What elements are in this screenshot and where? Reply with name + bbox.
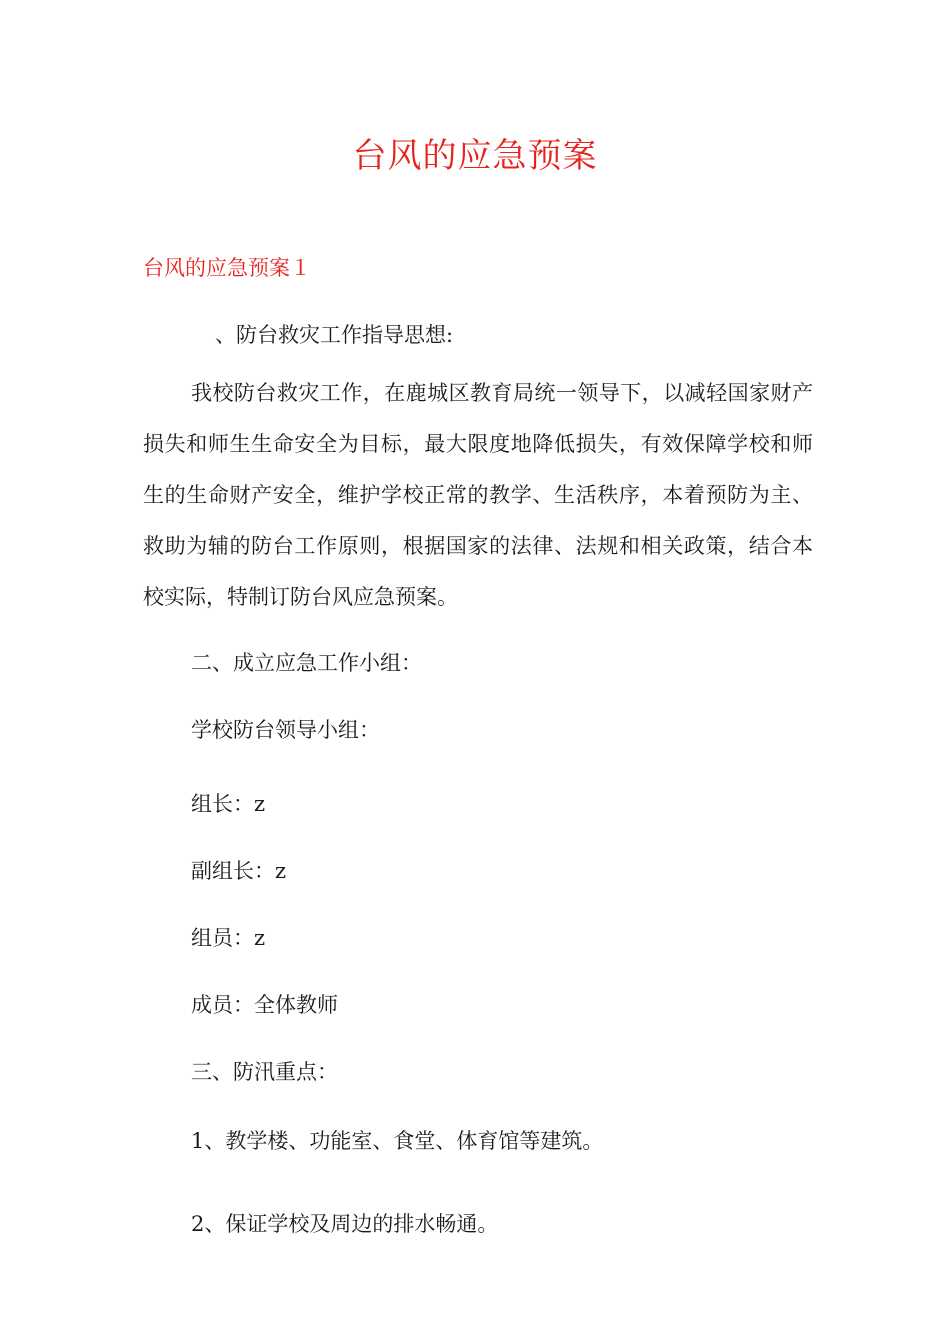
document-title: 台风的应急预案 bbox=[352, 136, 598, 176]
priority-item-1: 1、教学楼、功能室、食堂、体育馆等建筑。 bbox=[191, 1129, 604, 1153]
emergency-group-heading: 二、成立应急工作小组： bbox=[191, 651, 422, 675]
group-members-line: 组员：z bbox=[191, 926, 266, 950]
priority-item-2: 2、保证学校及周边的排水畅通。 bbox=[191, 1212, 499, 1236]
all-members-line: 成员：全体教师 bbox=[191, 993, 338, 1017]
leadership-group-label: 学校防台领导小组： bbox=[191, 718, 380, 742]
section-heading: 台风的应急预案１ bbox=[143, 256, 311, 280]
intro-paragraph: 我校防台救灾工作，在鹿城区教育局统一领导下，以减轻国家财产损失和师生生命安全为目标，最大限度地降低损失，有效保障学校和师生的生命财产安全，维护学校正常的教学、生活秩序，本着预防为主、救助为辅的防台工作原则，根据国家的法律、法规和相关政策，结合本校实际，特制订防台风应急预案。 bbox=[143, 381, 813, 609]
flood-priorities-heading: 三、防汛重点： bbox=[191, 1060, 338, 1084]
group-leader-line: 组长：z bbox=[191, 792, 266, 816]
guiding-principle-heading: 、防台救灾工作指导思想: bbox=[215, 323, 454, 347]
deputy-leader-line: 副组长：z bbox=[191, 859, 287, 883]
